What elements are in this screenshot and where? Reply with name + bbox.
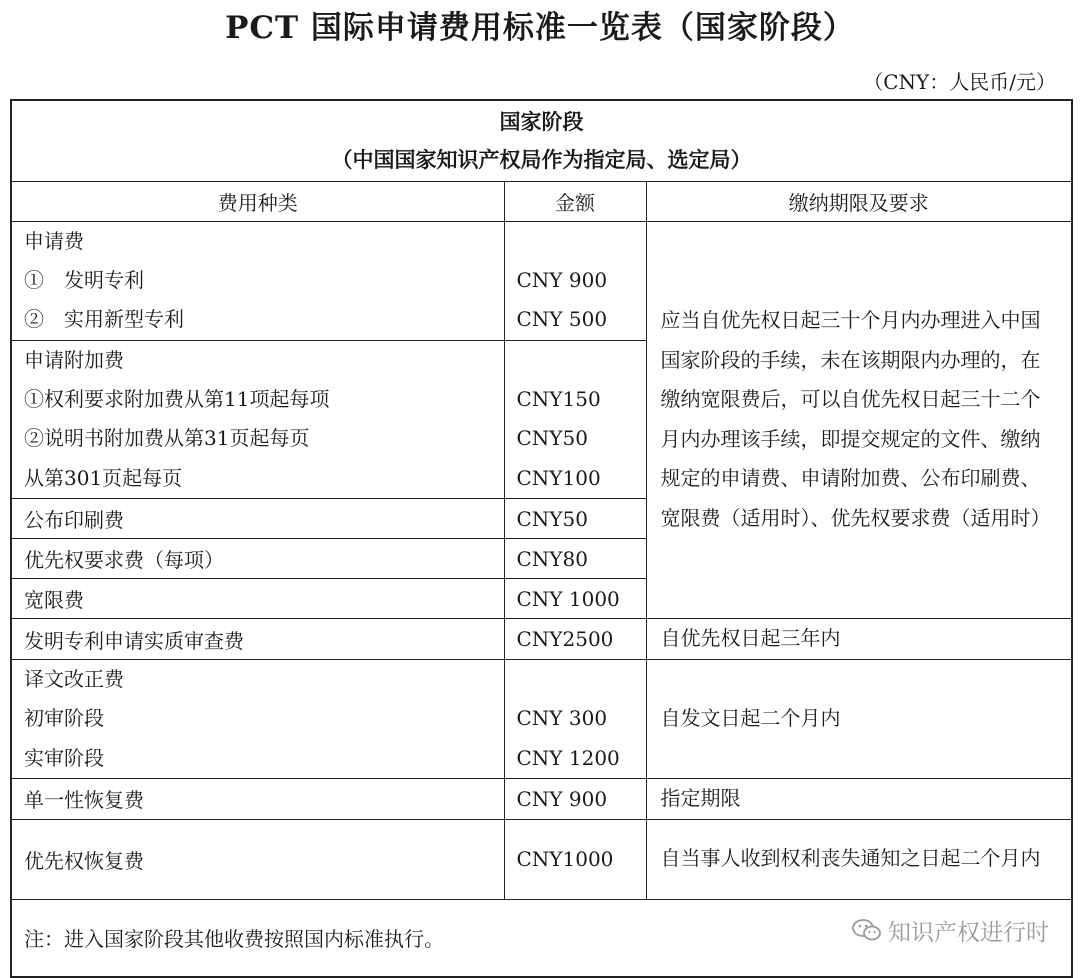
examination-fee-label: 发明专利申请实质审查费 [11,619,504,660]
cell-line: CNY50 [516,426,588,451]
header-title-cell [11,100,1072,181]
cell-line: 实审阶段 [24,745,104,770]
unity-fee-amount: CNY 900 [504,779,646,820]
cell-line: 初审阶段 [24,706,104,731]
table-header-main [11,100,1072,181]
cell-line: CNY100 [516,465,601,490]
cell-line: ① 发明专利 [24,267,144,292]
priority-restore-fee-label: 优先权恢复费 [11,819,504,899]
cell-line: ② 实用新型专利 [24,307,184,332]
cell-line: 从第301页起每页 [24,465,183,490]
table-row-note [11,899,1072,977]
cell-line: CNY 1200 [516,745,620,770]
grace-fee-label: 宽限费 [11,579,504,619]
surcharge-amount [504,340,646,499]
entry-deadline-requirement: 应当自优先权日起三十个月内办理进入中国国家阶段的手续，未在该期限内办理的，在缴纳宽限费后，可以自优先权日起三十二个月内办理该手续，即提交规定的文件、缴纳规定的申请费、申请附加费、公布印刷费、宽限费（适用时）、优先权要求费（适用时） [646,221,1072,619]
table-note: 注：进入国家阶段其他收费按照国内标准执行。 [24,927,444,952]
watermark-text: 知识产权进行时 [888,919,1050,946]
priority-restore-fee-amount: CNY1000 [504,819,646,899]
cell-line: 译文改正费 [24,666,124,691]
cell-line: CNY 300 [516,706,608,731]
cell-line: ②说明书附加费从第31页起每页 [24,426,310,451]
translation-fee-requirement: 自发文日起二个月内 [646,659,1072,778]
priority-fee-amount: CNY80 [504,539,646,579]
table-row-unity-fee [11,779,1072,820]
column-header-amount: 金额 [504,181,646,221]
cell-line: CNY 500 [516,307,608,332]
grace-fee-amount: CNY 1000 [504,579,646,619]
wechat-icon [852,918,882,942]
cell-line: ①权利要求附加费从第11项起每项 [24,387,330,412]
note-cell [11,899,1072,977]
unity-fee-label: 单一性恢复费 [11,779,504,820]
column-header-fee-type: 费用种类 [11,181,504,221]
cell-line: CNY150 [516,387,601,412]
header-line1: 国家阶段 [499,108,584,134]
unity-fee-requirement: 指定期限 [646,779,1072,820]
header-line2: （中国国家知识产权局作为指定局、选定局） [331,146,752,172]
watermark [852,914,1049,947]
application-fee-label [11,221,504,340]
cell-line: 申请附加费 [24,347,124,372]
publication-fee-label: 公布印刷费 [11,499,504,539]
priority-fee-label: 优先权要求费（每项） [11,539,504,579]
column-header-requirement: 缴纳期限及要求 [646,181,1072,221]
application-fee-amount [504,221,646,340]
cell-line: 申请费 [24,228,84,253]
cell-line: CNY 900 [516,267,608,292]
cell-line [517,660,634,699]
surcharge-label [11,340,504,499]
examination-fee-amount: CNY2500 [504,619,646,660]
publication-fee-amount: CNY50 [504,499,646,539]
table-row-translation-fee [11,659,1072,778]
page-title: PCT 国际申请费用标准一览表（国家阶段） [225,10,855,46]
translation-fee-label [11,659,504,778]
examination-fee-requirement: 自优先权日起三年内 [646,619,1072,660]
column-header-row [11,181,1072,221]
table-row-application-fee [11,221,1072,340]
cell-line [517,341,634,380]
currency-unit-note: （CNY：人民币/元） [863,70,1056,94]
translation-fee-amount [504,659,646,778]
cell-line [517,222,634,261]
table-row-examination-fee [11,619,1072,660]
priority-restore-fee-requirement: 自当事人收到权利丧失通知之日起二个月内 [646,819,1072,899]
fee-table [10,99,1073,978]
table-row-priority-restore-fee [11,819,1072,899]
